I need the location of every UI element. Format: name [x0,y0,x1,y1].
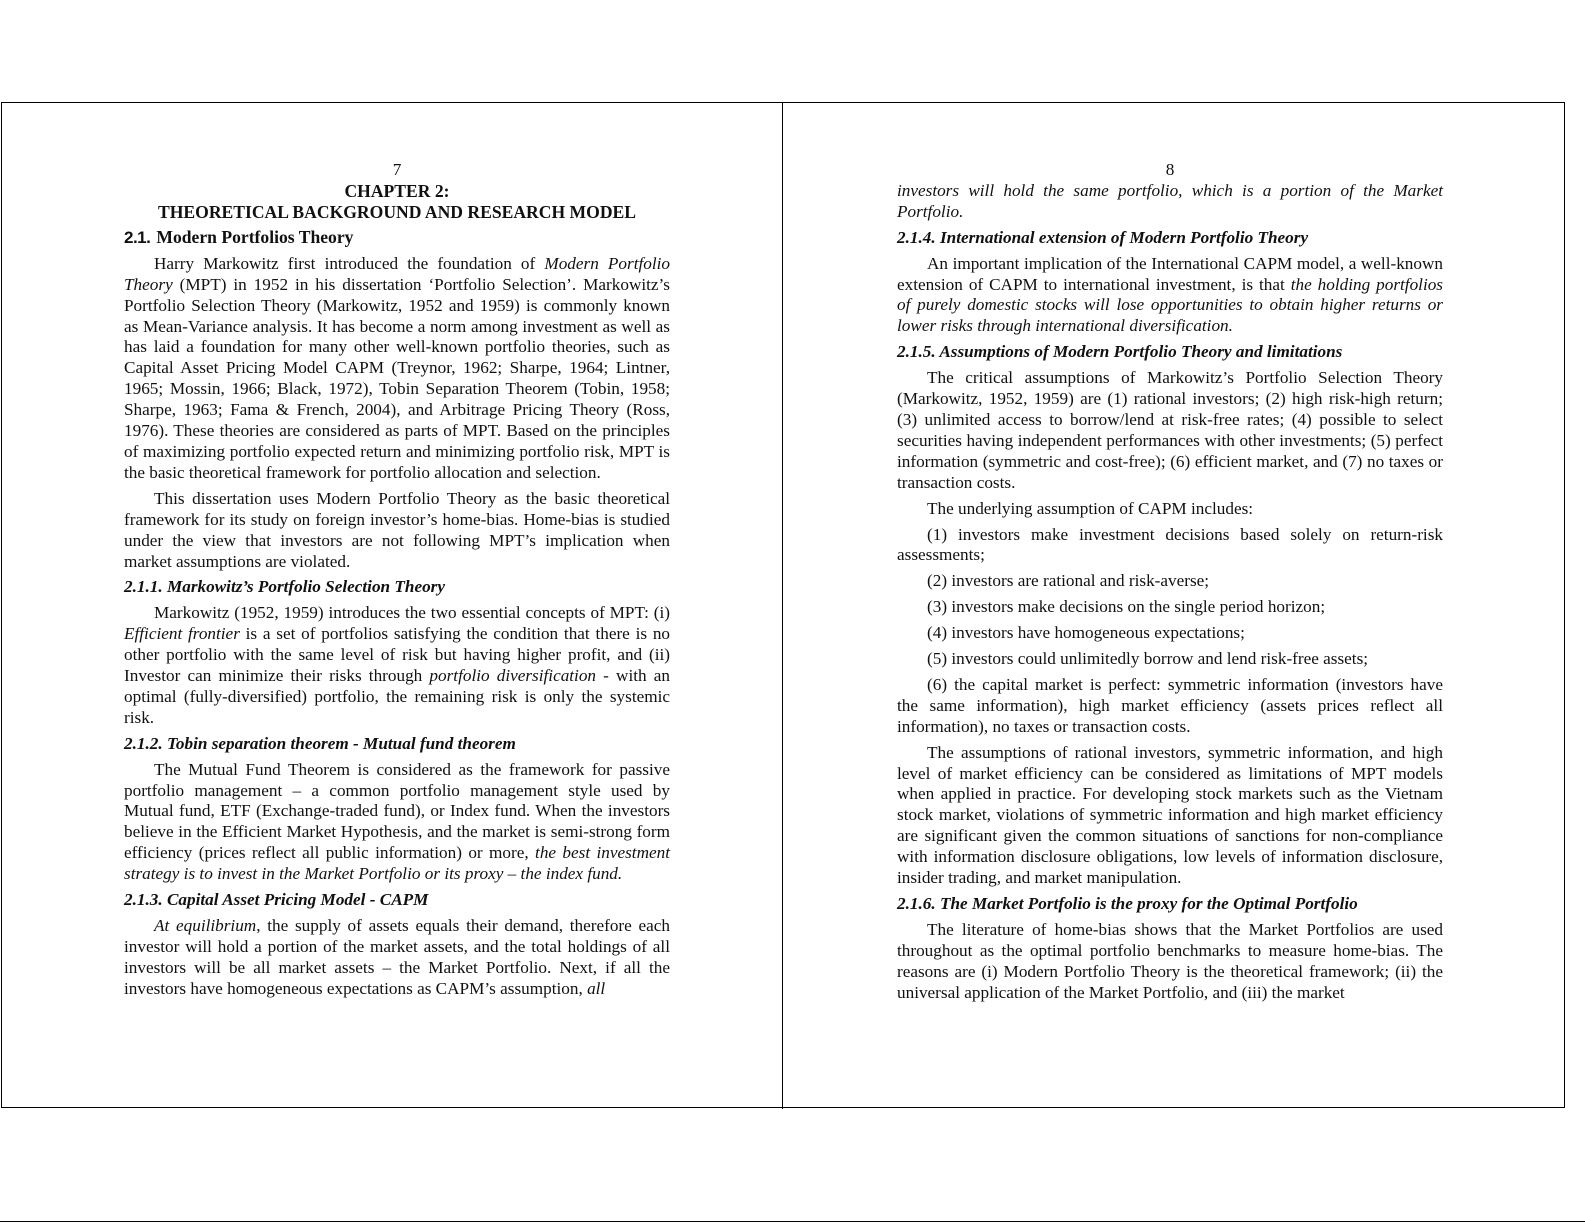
paragraph: An important implication of the International CAPM model, a well-known extension of CAPM to international investment, is that the holding portfolios of purely domestic stocks will lose opportunities to obtain higher returns or lower risks through international diversification. [897,253,1443,336]
paragraph: investors will hold the same portfolio, which is a portion of the Market Portfolio. [897,180,1443,221]
left-page [124,160,670,1005]
page-number: 8 [1165,160,1175,179]
section-heading-2-1-4: 2.1.4. International extension of Modern Portfolio Theory [897,227,1309,247]
paragraph: The underlying assumption of CAPM includes: [927,498,1254,518]
paragraph: Markowitz (1952, 1959) introduces the two essential concepts of MPT: (i) Efficient frontier is a set of portfolios satisfying the condition that there is no other portfolio with the same level of risk but having higher profit, and (ii) Investor can minimize their risks through portfolio diversification - with an optimal (fully-diversified) portfolio, the remaining risk is only the systemic risk. [124,603,671,727]
list-item: (4) investors have homogeneous expectations; [927,623,1245,643]
section-heading-2-1-6: 2.1.6. The Market Portfolio is the proxy for the Optimal Portfolio [897,894,1358,913]
list-item: (6) the capital market is perfect: symmetric information (investors have the same information), high market efficiency (assets prices reflect all information), no taxes or transaction costs. [897,674,1443,736]
section-title: Modern Portfolios Theory [156,226,354,247]
paragraph: The literature of home-bias shows that the Market Portfolios are used throughout as the optimal portfolio benchmarks to measure home-bias. The reasons are (i) Modern Portfolio Theory is the theoretical framework; (ii) the universal application of the Market Portfolio, and (iii) the market [897,919,1443,1002]
paragraph: At equilibrium, the supply of assets equals their demand, therefore each investor will hold a portion of the market assets, and the total holdings of all investors will be all market assets – the Market Portfolio. Next, if all the investors have homogeneous expectations as CAPM’s assumption, all [124,916,670,998]
paragraph: The Mutual Fund Theorem is considered as the framework for passive portfolio management – a common portfolio management style used by Mutual fund, ETF (Exchange-traded fund), or Index fund. When the investors believe in the Efficient Market Hypothesis, and the market is semi-strong form efficiency (prices reflect all public information) or more, the best investment strategy is to invest in the Market Portfolio or its proxy – the index fund. [124,759,670,884]
section-heading-2-1-1: 2.1.1. Markowitz’s Portfolio Selection Theory [124,577,445,597]
chapter-title: THEORETICAL BACKGROUND AND RESEARCH MODEL [157,201,637,222]
list-item: (3) investors make decisions on the single period horizon; [927,597,1326,617]
bottom-rule [0,1221,1585,1222]
page-number: 7 [392,160,402,179]
section-heading-2-1-2: 2.1.2. Tobin separation theorem - Mutual fund theorem [124,733,516,753]
section-number: 2.1. [124,227,151,247]
chapter-label: CHAPTER 2: [344,180,450,201]
section-heading-2-1 [124,227,670,249]
list-item: (2) investors are rational and risk-averse; [927,571,1210,591]
section-heading-2-1-3: 2.1.3. Capital Asset Pricing Model - CAPM [124,890,429,910]
paragraph: This dissertation uses Modern Portfolio Theory as the basic theoretical framework for its study on foreign investor’s home-bias. Home-bias is studied under the view that investors are not following MPT’s implication when market assumptions are violated. [124,488,670,571]
list-item: (5) investors could unlimitedly borrow and lend risk-free assets; [927,649,1369,669]
page-divider [782,102,783,1109]
paragraph: Harry Markowitz first introduced the foundation of Modern Portfolio Theory (MPT) in 1952 in his dissertation ‘Portfolio Selection’. Markowitz’s Portfolio Selection Theory (Markowitz, 1952 and 1959) is commonly known as Mean-Variance analysis. It has become a norm among investment as well as has laid a foundation for many other well-known portfolio theories, such as Capital Asset Pricing Model CAPM (Treynor, 1962; Sharpe, 1964; Lintner, 1965; Mossin, 1966; Black, 1972), Tobin Separation Theorem (Tobin, 1958; Sharpe, 1963; Fama & French, 2004), and Arbitrage Pricing Theory (Ross, 1976). These theories are considered as parts of MPT. Based on the principles of maximizing portfolio expected return and minimizing portfolio risk, MPT is the basic theoretical framework for portfolio allocation and selection. [124,253,670,482]
right-page [897,160,1443,1009]
paragraph: The assumptions of rational investors, symmetric information, and high level of market efficiency can be considered as limitations of MPT models when applied in practice. For developing stock markets such as the Vietnam stock market, violations of symmetric information and high market efficiency are significant given the common situations of sanctions for non-compliance with information disclosure obligations, low levels of information disclosure, insider trading, and market manipulation. [897,742,1443,888]
paragraph: The critical assumptions of Markowitz’s Portfolio Selection Theory (Markowitz, 1952, 1959) are (1) rational investors; (2) high risk-high return; (3) unlimited access to borrow/lend at risk-free rates; (4) possible to select securities having independent performances with other investments; (5) perfect information (symmetric and cost-free); (6) efficient market, and (7) no taxes or transaction costs. [897,368,1443,492]
section-heading-2-1-5: 2.1.5. Assumptions of Modern Portfolio Theory and limitations [897,342,1343,362]
list-item: (1) investors make investment decisions based solely on return-risk assessments; [897,524,1443,565]
